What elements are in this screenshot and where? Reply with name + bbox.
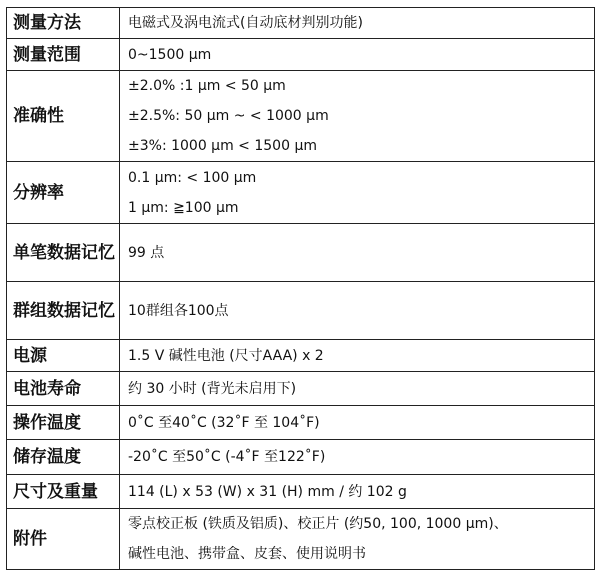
row-value <box>120 71 595 162</box>
row-label: 电池寿命 <box>7 372 120 406</box>
row-value <box>120 282 595 340</box>
row-label: 分辨率 <box>7 162 120 224</box>
row-value <box>120 440 595 475</box>
row-value <box>120 475 595 509</box>
row-value <box>120 509 595 570</box>
row-value <box>120 406 595 440</box>
row-value <box>120 224 595 282</box>
value-line: ±2.5%: 50 µm ~ < 1000 µm <box>128 108 329 124</box>
spec-row-operating-temp <box>7 406 595 440</box>
spec-table <box>6 7 595 570</box>
row-value <box>120 340 595 372</box>
row-label: 测量方法 <box>7 8 120 39</box>
value-line: 0~1500 µm <box>128 46 212 63</box>
value-line: ±3%: 1000 µm < 1500 µm <box>128 138 317 154</box>
value-line: 1 µm: ≧100 µm <box>128 199 239 216</box>
value-line: 10群组各100点 <box>128 302 229 319</box>
row-label: 储存温度 <box>7 440 120 475</box>
spec-row-method <box>7 8 595 39</box>
row-label: 单笔数据记忆 <box>7 224 120 282</box>
value-line: 0.1 µm: < 100 µm <box>128 169 257 186</box>
row-label: 测量范围 <box>7 39 120 71</box>
spec-row-single-memory <box>7 224 595 282</box>
row-value <box>120 372 595 406</box>
spec-row-accuracy <box>7 71 595 162</box>
spec-row-storage-temp <box>7 440 595 475</box>
spec-row-size-weight <box>7 475 595 509</box>
spec-row-resolution <box>7 162 595 224</box>
row-label: 电源 <box>7 340 120 372</box>
value-line: 电磁式及涡电流式(自动底材判别功能) <box>128 15 363 31</box>
spec-row-group-memory <box>7 282 595 340</box>
row-label: 操作温度 <box>7 406 120 440</box>
row-value <box>120 39 595 71</box>
value-line: -20˚C 至50˚C (-4˚F 至122˚F) <box>128 449 326 465</box>
spec-row-accessories <box>7 509 595 570</box>
value-line: 零点校正板 (铁质及铝质)、校正片 (约50, 100, 1000 µm)、 <box>128 516 508 532</box>
row-label: 附件 <box>7 509 120 570</box>
value-line: 114 (L) x 53 (W) x 31 (H) mm / 约 102 g <box>128 483 407 500</box>
row-label: 准确性 <box>7 71 120 162</box>
row-label: 尺寸及重量 <box>7 475 120 509</box>
row-label: 群组数据记忆 <box>7 282 120 340</box>
value-line: 1.5 V 碱性电池 (尺寸AAA) x 2 <box>128 347 324 364</box>
value-line: 碱性电池、携带盒、皮套、使用说明书 <box>128 546 366 562</box>
value-line: ±2.0% :1 µm < 50 µm <box>128 78 286 94</box>
value-line: 约 30 小时 (背光未启用下) <box>128 380 297 397</box>
row-value <box>120 8 595 39</box>
value-line: 99 点 <box>128 244 165 261</box>
value-line: 0˚C 至40˚C (32˚F 至 104˚F) <box>128 414 320 431</box>
spec-row-range <box>7 39 595 71</box>
row-value <box>120 162 595 224</box>
spec-row-battery-life <box>7 372 595 406</box>
spec-row-power <box>7 340 595 372</box>
